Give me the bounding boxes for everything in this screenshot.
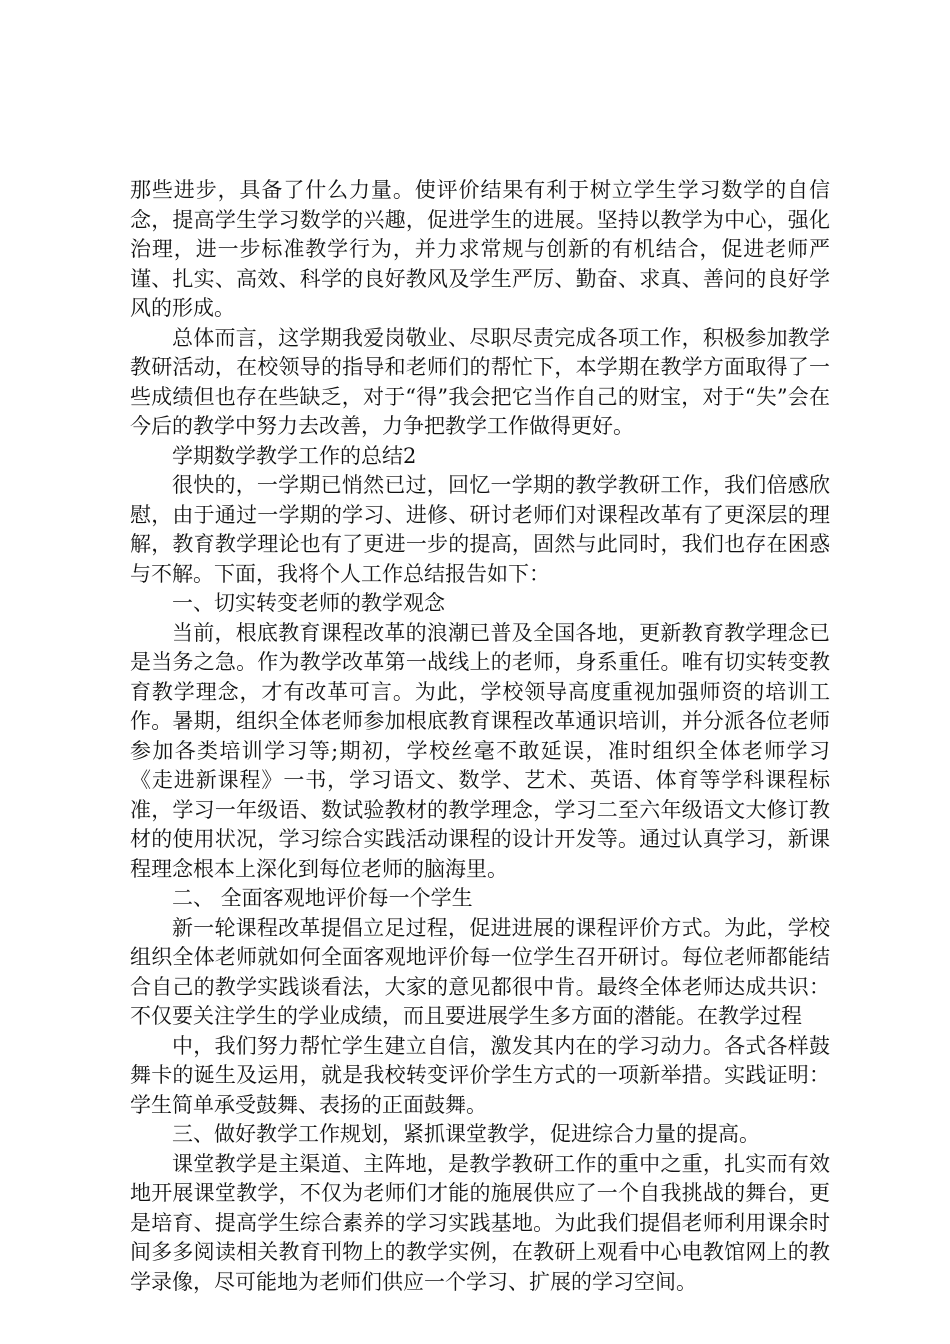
heading-one: 一、切实转变老师的教学观念 [172, 591, 445, 615]
paragraph-summary: 总体而言，这学期我爱岗敬业、尽职尽责完成各项工作，积极参加教学教研活动，在校领导的指导和老师们的帮忙下，本学期在教学方面取得了一些成绩但也存在些缺乏，对于“得”我会把它当作自己的财宝，对于“失”会在今后的教学中努力去改善，力争把教学工作做得更好。 [130, 325, 830, 438]
document-body [130, 176, 830, 1297]
section-title: 学期数学教学工作的总结2 [172, 443, 417, 468]
paragraph-continuation: 那些进步，具备了什么力量。使评价结果有利于树立学生学习数学的自信念，提高学生学习数学的兴趣，促进学生的进展。坚持以教学为中心，强化治理，进一步标准教学行为，并力求常规与创新的有机结合，促进老师严谨、扎实、高效、科学的良好教风及学生严厉、勤奋、求真、善问的良好学风的形成。 [130, 178, 830, 320]
paragraph-two-continued: 中，我们努力帮忙学生建立自信，激发其内在的学习动力。各式各样鼓舞卡的诞生及运用，就是我校转变评价学生方式的一项新举措。实践证明：学生简单承受鼓舞、表扬的正面鼓舞。 [130, 1033, 830, 1117]
paragraph-two: 新一轮课程改革提倡立足过程，促进进展的课程评价方式。为此，学校组织全体老师就如何全面客观地评价每一位学生召开研讨。每位老师都能结合自己的教学实践谈看法，大家的意见都很中肯。最终全体老师达成共识：不仅要关注学生的学业成绩，而且要进展学生多方面的潜能。在教学过程 [130, 915, 830, 1028]
heading-three: 三、做好教学工作规划，紧抓课堂教学，促进综合力量的提高。 [172, 1122, 760, 1146]
paragraph-intro: 很快的，一学期已悄然已过，回忆一学期的教学教研工作，我们倍感欣慰，由于通过一学期的学习、进修、研讨老师们对课程改革有了更深层的理解，教育教学理论也有了更进一步的提高，固然与此同时，我们也存在困惑与不解。下面，我将个人工作总结报告如下： [130, 473, 830, 586]
paragraph-one: 当前，根底教育课程改革的浪潮已普及全国各地，更新教育教学理念已是当务之急。作为教学改革第一战线上的老师，身系重任。唯有切实转变教育教学理念，才有改革可言。为此，学校领导高度重视加强师资的培训工作。暑期，组织全体老师参加根底教育课程改革通识培训，并分派各位老师参加各类培训学习等;期初，学校丝毫不敢延误，准时组织全体老师学习《走进新课程》一书，学习语文、数学、艺术、英语、体育等学科课程标准，学习一年级语、数试验教材的教学理念，学习二至六年级语文大修订教材的使用状况，学习综合实践活动课程的设计开发等。通过认真学习，新课程理念根本上深化到每位老师的脑海里。 [130, 620, 830, 881]
heading-two: 二、 全面客观地评价每一个学生 [172, 886, 473, 910]
paragraph-three: 课堂教学是主渠道、主阵地，是教学教研工作的重中之重，扎实而有效地开展课堂教学，不仅为老师们才能的施展供应了一个自我挑战的舞台，更是培育、提高学生综合素养的学习实践基地。为此我们提倡老师利用课余时间多多阅读相关教育刊物上的教学实例，在教研上观看中心电教馆网上的教学录像，尽可能地为老师们供应一个学习、扩展的学习空间。 [130, 1151, 830, 1294]
